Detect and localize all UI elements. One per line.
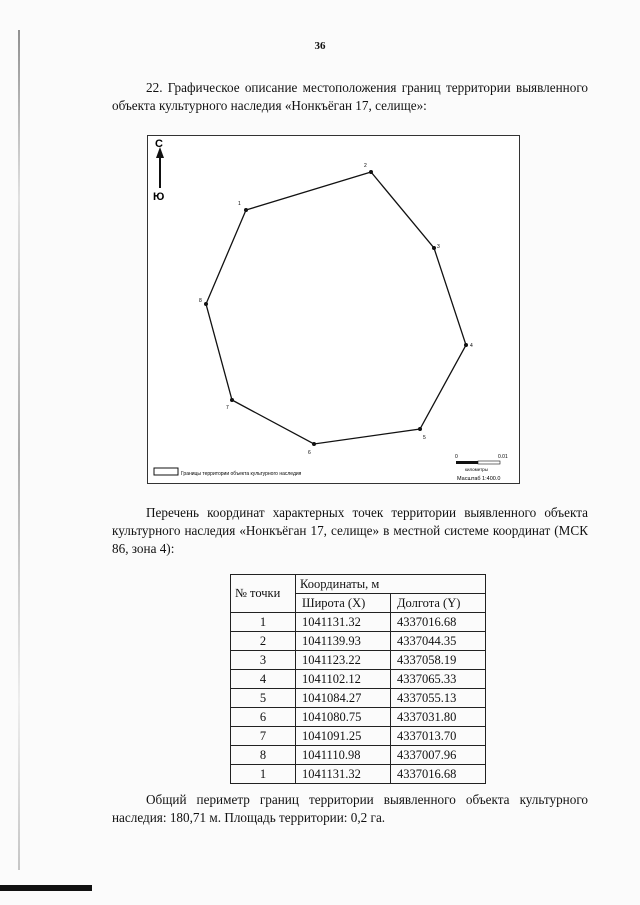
cell-y: 4337058.19 [391, 651, 486, 670]
boundary-point-marker [432, 246, 436, 250]
scale-bar [455, 454, 508, 482]
table-row [231, 727, 486, 746]
boundary-point-label: 4 [470, 343, 473, 349]
cell-y: 4337065.33 [391, 670, 486, 689]
table-row [231, 689, 486, 708]
header-coordinates: Координаты, м [296, 575, 486, 594]
scan-bar-mark [0, 885, 92, 891]
cell-point: 8 [231, 746, 296, 765]
cell-y: 4337044.35 [391, 632, 486, 651]
cell-point: 6 [231, 708, 296, 727]
boundary-polygon [206, 172, 466, 444]
cell-y: 4337031.80 [391, 708, 486, 727]
scale-unit: километры [465, 467, 488, 472]
cell-x: 1041102.12 [296, 670, 391, 689]
table-row [231, 708, 486, 727]
boundary-map [147, 135, 520, 484]
summary-paragraph-text: Общий периметр границ территории выявленного объекта культурного наследия: 180,71 м. Площадь территории: 0,2 га. [112, 792, 588, 825]
boundary-point-label: 7 [226, 405, 229, 411]
table-row [231, 670, 486, 689]
boundary-point-marker [230, 398, 234, 402]
table-row [231, 651, 486, 670]
cell-point: 5 [231, 689, 296, 708]
cell-point: 1 [231, 765, 296, 784]
boundary-point-label: 1 [238, 201, 241, 207]
cell-x: 1041084.27 [296, 689, 391, 708]
header-x: Широта (X) [296, 594, 391, 613]
cell-point: 3 [231, 651, 296, 670]
summary-paragraph [112, 791, 588, 827]
cell-point: 1 [231, 613, 296, 632]
cell-point: 4 [231, 670, 296, 689]
table-row [231, 613, 486, 632]
cell-point: 2 [231, 632, 296, 651]
north-label: С [155, 138, 163, 150]
table-row [231, 632, 486, 651]
scan-edge-line [18, 30, 20, 870]
boundary-point-label: 3 [437, 244, 440, 250]
cell-y: 4337055.13 [391, 689, 486, 708]
boundary-point-marker [369, 170, 373, 174]
north-arrow-icon [153, 138, 164, 203]
boundary-point-label: 2 [364, 163, 367, 169]
cell-x: 1041131.32 [296, 765, 391, 784]
table-row [231, 746, 486, 765]
list-paragraph-text: Перечень координат характерных точек территории выявленного объекта культурного наследия «Нонкъёган 17, селище» в местной системе координат (МСК 86, зона 4): [112, 505, 588, 556]
boundary-point-label: 6 [308, 450, 311, 456]
boundary-point-label: 5 [423, 435, 426, 441]
scale-zero: 0 [455, 454, 458, 460]
boundary-point-marker [244, 208, 248, 212]
heading-paragraph [112, 79, 588, 115]
boundary-point-marker [418, 427, 422, 431]
boundary-point-label: 8 [199, 298, 202, 304]
scale-max: 0.01 [498, 454, 508, 460]
cell-x: 1041110.98 [296, 746, 391, 765]
cell-y: 4337016.68 [391, 613, 486, 632]
heading-paragraph-text: 22. Графическое описание местоположения границ территории выявленного объекта культурного наследия «Нонкъёган 17, селище»: [112, 80, 588, 113]
point-markers [199, 163, 473, 456]
cell-y: 4337016.68 [391, 765, 486, 784]
cell-x: 1041123.22 [296, 651, 391, 670]
scale-text: Масштаб 1:400.0 [457, 476, 501, 482]
map-legend [154, 468, 302, 477]
header-point: № точки [231, 575, 296, 613]
cell-point: 7 [231, 727, 296, 746]
cell-x: 1041091.25 [296, 727, 391, 746]
coordinates-table [230, 574, 486, 784]
list-paragraph [112, 504, 588, 558]
boundary-map-drawing [148, 136, 519, 483]
table-row [231, 765, 486, 784]
header-y: Долгота (Y) [391, 594, 486, 613]
page-number: 36 [314, 40, 326, 52]
boundary-point-marker [312, 442, 316, 446]
cell-x: 1041131.32 [296, 613, 391, 632]
cell-y: 4337007.96 [391, 746, 486, 765]
legend-text: Границы территории объекта культурного наследия [181, 471, 302, 477]
cell-x: 1041080.75 [296, 708, 391, 727]
boundary-point-marker [204, 302, 208, 306]
boundary-point-marker [464, 343, 468, 347]
cell-x: 1041139.93 [296, 632, 391, 651]
south-label: Ю [153, 191, 165, 203]
cell-y: 4337013.70 [391, 727, 486, 746]
